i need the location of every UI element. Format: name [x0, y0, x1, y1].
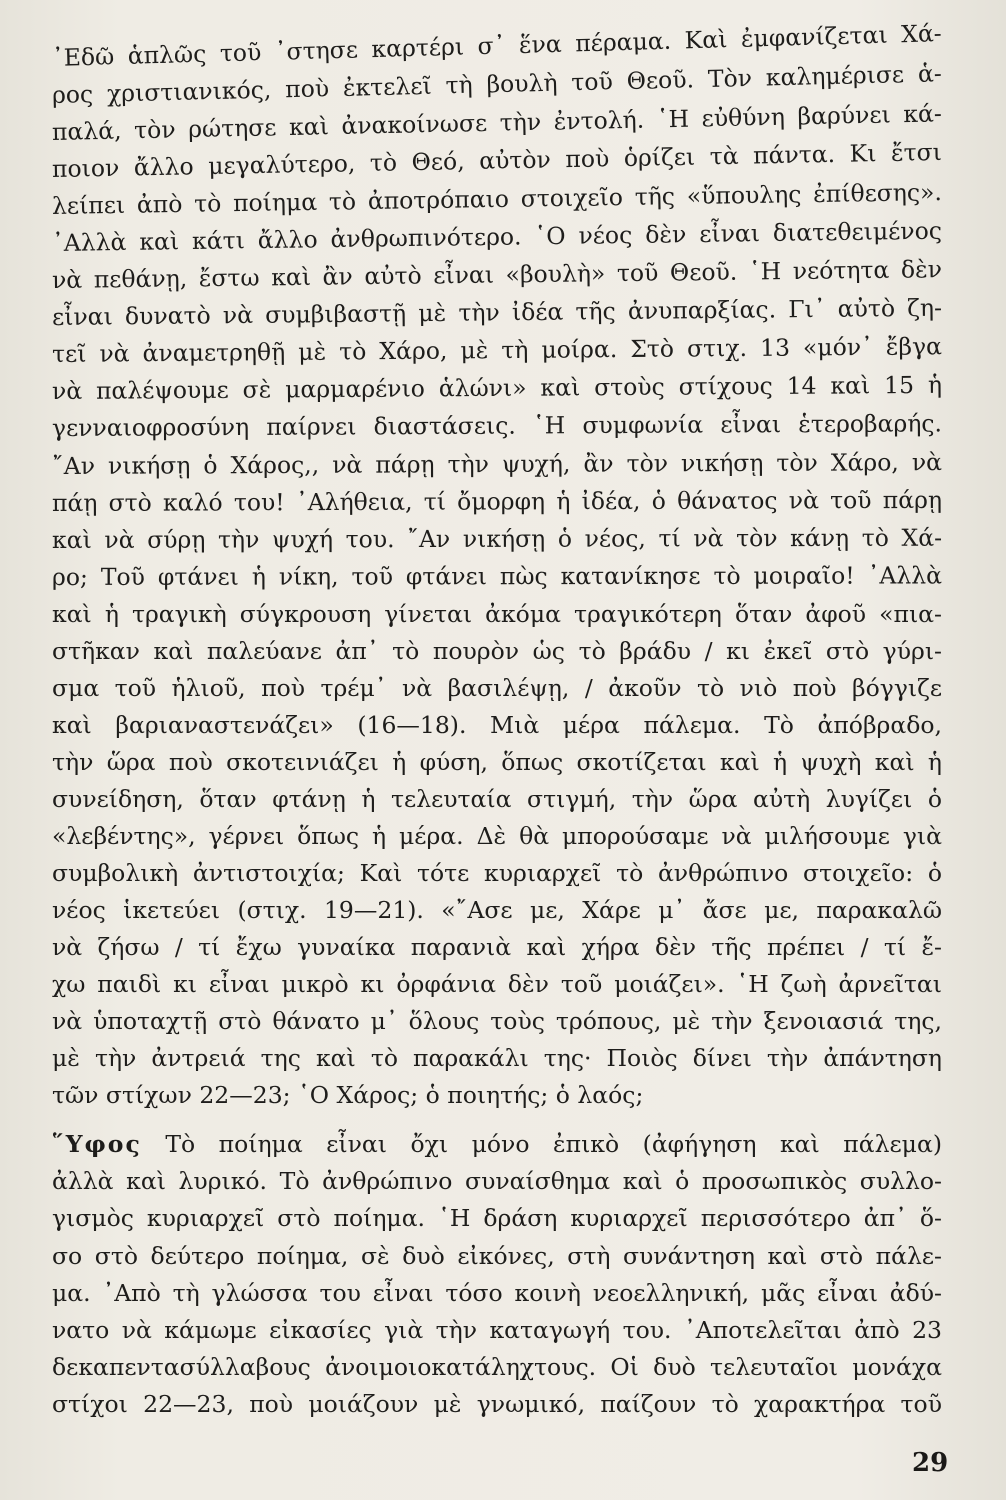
text-line: τεῖ νὰ ἀναμετρηθῇ μὲ τὸ Χάρο, μὲ τὴ μοίρα. Στὸ στιχ. 13 «μόν᾿ ἔβγα: [51, 332, 943, 369]
text-line: συμβολικὴ ἀντιστοιχία; Καὶ τότε κυριαρχεῖ τὸ ἀνθρώπινο στοιχεῖο: ὁ: [52, 859, 942, 888]
text-line: νέος ἱκετεύει (στιχ. 19—21). «῎Ασε με, Χάρε μ᾿ ἄσε με, παρακαλῶ: [52, 896, 942, 925]
text-line: τῶν στίχων 22—23; ῾Ο Χάρος; ὁ ποιητής; ὁ λαός;: [52, 1081, 644, 1110]
text-line: ᾿Αλλὰ καὶ κάτι ἄλλο ἀνθρωπινότερο. ῾Ο νέος δὲν εἶναι διατεθειμένος: [51, 216, 943, 258]
text-line: ρος χριστιανικός, ποὺ ἐκτελεῖ τὴ βουλὴ τοῦ Θεοῦ. Τὸν καλημέρισε ἁ-: [51, 59, 943, 110]
text-line: νὰ ὑποταχτῇ στὸ θάνατο μ᾿ ὅλους τοὺς τρόπους, μὲ τὴν ξενοιασιά της,: [52, 1007, 942, 1036]
text-line: νὰ πεθάνῃ, ἔστω καὶ ἂν αὐτὸ εἶναι «βουλὴ» τοῦ Θεοῦ. ῾Η νεότητα δὲν: [51, 255, 943, 295]
text-line: μα. ᾿Απὸ τὴ γλώσσα του εἶναι τόσο κοινὴ νεοελληνική, μᾶς εἶναι ἀδύ-: [52, 1278, 942, 1307]
page-body: [51, 19, 943, 1425]
text-line: καὶ ἡ τραγικὴ σύγκρουση γίνεται ἀκόμα τραγικότερη ὅταν ἀφοῦ «πια-: [52, 599, 942, 628]
text-line: καὶ βαριαναστενάζει» (16—18). Μιὰ μέρα πάλεμα. Τὸ ἀπόβραδο,: [52, 710, 942, 739]
text-line: καὶ νὰ σύρῃ τὴν ψυχή του. ῎Αν νικήσῃ ὁ νέος, τί νὰ τὸν κάνῃ τὸ Χά-: [51, 523, 943, 554]
text-line: στῆκαν καὶ παλεύανε ἀπ᾿ τὸ πουρὸν ὡς τὸ βράδυ / κι ἐκεῖ στὸ γύρι-: [52, 636, 942, 665]
text-line: νατο νὰ κάμωμε εἰκασίες γιὰ τὴν καταγωγή του. ᾿Αποτελεῖται ἀπὸ 23: [52, 1315, 942, 1344]
text-line: πάῃ στὸ καλό του! ᾿Αλήθεια, τί ὄμορφη ἡ ἰδέα, ὁ θάνατος νὰ τοῦ πάρῃ: [51, 485, 943, 517]
text-line: ρο; Τοῦ φτάνει ἡ νίκη, τοῦ φτάνει πὼς κατανίκησε τὸ μοιραῖο! ᾿Αλλὰ: [51, 561, 943, 591]
text-line: μὲ τὴν ἀντρειά της καὶ τὸ παρακάλι της· Ποιὸς δίνει τὴν ἀπάντηση: [52, 1044, 942, 1073]
text-line: ἀλλὰ καὶ λυρικό. Τὸ ἀνθρώπινο συναίσθημα καὶ ὁ προσωπικὸς συλλο-: [52, 1167, 942, 1196]
text-line: στίχοι 22—23, ποὺ μοιάζουν μὲ γνωμικό, παίζουν τὸ χαρακτήρα τοῦ: [52, 1389, 942, 1418]
text-line: ᾿Εδῶ ἁπλῶς τοῦ ᾿στησε καρτέρι σ᾿ ἕνα πέραμα. Καὶ ἐμφανίζεται Χά-: [51, 19, 943, 72]
text-line: ῎Αν νικήσῃ ὁ Χάρος,, νὰ πάρῃ τὴν ψυχή, ἂν τὸν νικήσῃ τὸν Χάρο, νὰ: [51, 447, 943, 480]
text-line: ποιον ἄλλο μεγαλύτερο, τὸ Θεό, αὐτὸν ποὺ ὁρίζει τὰ πάντα. Κι ἔτσι: [51, 138, 943, 184]
section-heading: ῞Υφος: [52, 1130, 142, 1159]
text-line: χω παιδὶ κι εἶναι μικρὸ κι ὀρφάνια δὲν τοῦ μοιάζει». ῾Η ζωὴ ἀρνεῖται: [52, 970, 942, 999]
text-line: γισμὸς κυριαρχεῖ στὸ ποίημα. ῾Η δράση κυριαρχεῖ περισσότερο ἀπ᾿ ὅ-: [52, 1204, 942, 1233]
text-line: λείπει ἀπὸ τὸ ποίημα τὸ ἀποτρόπαιο στοιχεῖο τῆς «ὕπουλης ἐπίθεσης».: [51, 178, 943, 221]
section-first-line: [52, 1128, 942, 1160]
text-line: «λεβέντης», γέρνει ὅπως ἡ μέρα. Δὲ θὰ μπορούσαμε νὰ μιλήσουμε γιὰ: [52, 821, 942, 850]
text-line: δεκαπεντασύλλαβους ἀνοιμοιοκατάληχτους. Οἱ δυὸ τελευταῖοι μονάχα: [52, 1352, 942, 1381]
text-line: εἶναι δυνατὸ νὰ συμβιβαστῇ μὲ τὴν ἰδέα τῆς ἀνυπαρξίας. Γι᾿ αὐτὸ ζη-: [51, 294, 943, 332]
text-line: συνείδηση, ὅταν φτάνῃ ἡ τελευταία στιγμή, τὴν ὥρα αὐτὴ λυγίζει ὁ: [52, 784, 942, 813]
text-line: σο στὸ δεύτερο ποίημα, σὲ δυὸ εἰκόνες, στὴ συνάντηση καὶ στὸ πάλε-: [52, 1241, 942, 1270]
page-number: 29: [912, 1448, 949, 1478]
paragraph-gap: [52, 1116, 942, 1128]
section-line-text: Τὸ ποίημα εἶναι ὄχι μόνο ἐπικὸ (ἀφήγηση καὶ πάλεμα): [165, 1130, 942, 1159]
text-line: σμα τοῦ ἡλιοῦ, ποὺ τρέμ᾿ νὰ βασιλέψῃ, / ἀκοῦν τὸ νιὸ ποὺ βόγγιζε: [52, 673, 942, 702]
text-line: νὰ παλέψουμε σὲ μαρμαρένιο ἁλώνι» καὶ στοὺς στίχους 14 καὶ 15 ἡ: [51, 371, 943, 406]
text-line: παλά, τὸν ρώτησε καὶ ἀνακοίνωσε τὴν ἐντολή. ῾Η εὐθύνη βαρύνει κά-: [51, 99, 943, 147]
text-line: γενναιοφροσύνη παίρνει διαστάσεις. ῾Η συμφωνία εἶναι ἑτεροβαρής.: [51, 409, 943, 443]
text-line: νὰ ζήσω / τί ἔχω γυναίκα παρανιὰ καὶ χήρα δὲν τῆς πρέπει / τί ἔ-: [52, 933, 942, 962]
text-line: τὴν ὥρα ποὺ σκοτεινιάζει ἡ φύση, ὅπως σκοτίζεται καὶ ἡ ψυχὴ καὶ ἡ: [52, 747, 942, 776]
